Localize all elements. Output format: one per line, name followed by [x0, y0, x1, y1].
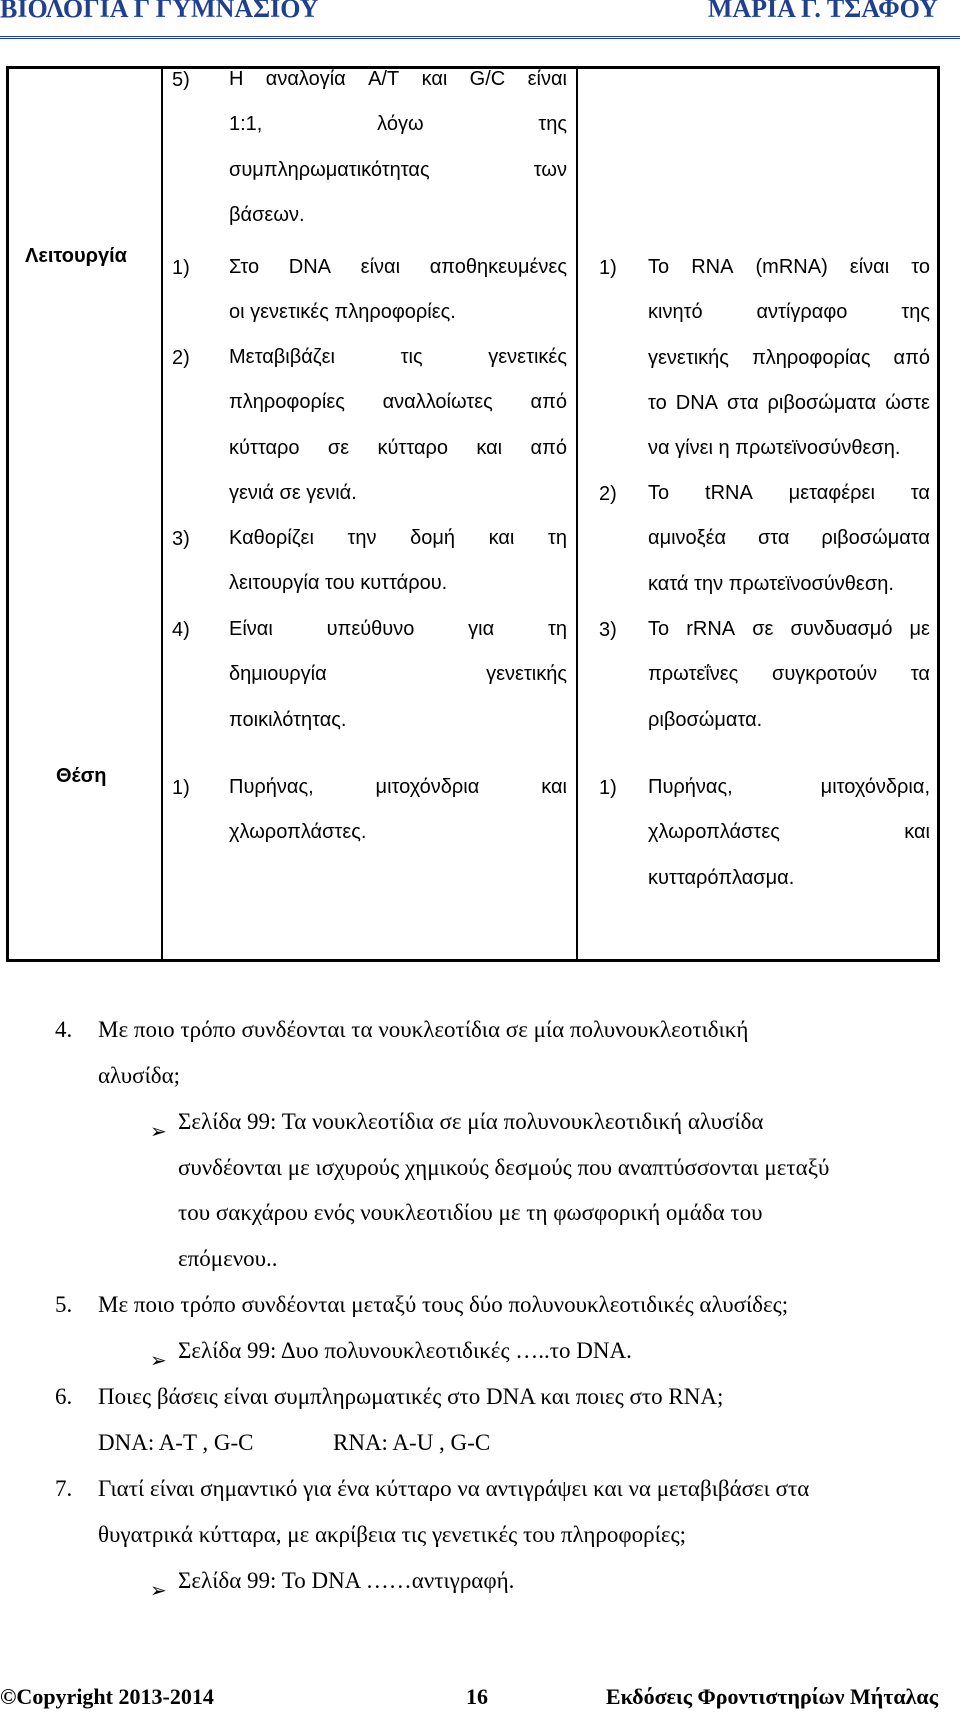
page-number: 16 [466, 1684, 488, 1709]
item-line: Στο DNA είναι αποθηκευμένες [229, 256, 567, 278]
item-line: Το rRNA σε συνδυασμό με [648, 618, 930, 640]
answer-dna: DNA: A-T , G-C [98, 1430, 254, 1455]
item-number: 1) [172, 777, 190, 799]
row-label-function: Λειτουργία [25, 245, 127, 267]
item-line: χλωροπλάστες. [229, 821, 367, 844]
item-number: 1) [172, 257, 190, 279]
question-number: 5. [55, 1292, 73, 1317]
question-text: Με ποιο τρόπο συνδέονται τα νουκλεοτίδια σε μία πολυνουκλεοτιδική [98, 1017, 749, 1042]
answer-text: επόμενου.. [178, 1246, 278, 1271]
answer-rna: RNA: A-U , G-C [333, 1430, 491, 1455]
item-number: 1) [599, 257, 617, 279]
item-line: Το tRNA μεταφέρει τα [648, 482, 930, 504]
arrow-bullet-icon: ➢ [150, 1350, 167, 1372]
item-line: γενιά σε γενιά. [229, 481, 357, 504]
answer-text: Σελίδα 99: Το DNA ……αντιγραφή. [178, 1568, 515, 1593]
item-number: 5) [172, 69, 190, 91]
item-line: δημιουργία γενετικής [229, 663, 567, 686]
item-line: κύτταρο σε κύτταρο και από [229, 436, 567, 459]
item-number: 2) [599, 483, 617, 505]
item-line: οι γενετικές πληροφορίες. [229, 301, 456, 324]
arrow-bullet-icon: ➢ [150, 1121, 167, 1143]
question-text: Γιατί είναι σημαντικό για ένα κύτταρο να αντιγράψει και να μεταβιβάσει στα [98, 1476, 810, 1501]
question-number: 6. [55, 1384, 73, 1409]
item-line: γενετικής πληροφορίας από [648, 346, 930, 369]
item-line: αμινοξέα στα ριβοσώματα [648, 527, 930, 550]
item-line: Πυρήνας, μιτοχόνδρια και [229, 776, 567, 798]
answer-text: συνδέονται με ισχυρούς χημικούς δεσμούς που αναπτύσσονται μεταξύ [178, 1155, 830, 1180]
item-line: Καθορίζει την δομή και τη [229, 527, 567, 549]
item-line: το DNA στα ριβοσώματα ώστε [648, 391, 930, 414]
question-number: 4. [55, 1017, 73, 1042]
item-number: 3) [172, 528, 190, 550]
item-line: Είναι υπεύθυνο για τη [229, 618, 567, 640]
item-line: 1:1, λόγω της [229, 113, 567, 136]
question-text: Με ποιο τρόπο συνδέονται μεταξύ τους δύο πολυνουκλεοτιδικές αλυσίδες; [98, 1292, 789, 1317]
item-line: κινητό αντίγραφο της [648, 301, 930, 324]
item-line: ριβοσώματα. [648, 708, 763, 731]
header-title: ΒΙΟΛΟΓΙΑ Γ ΓΥΜΝΑΣΙΟΥ [0, 0, 319, 23]
item-line: πληροφορίες αναλλοίωτες από [229, 391, 567, 414]
item-line: Το RNA (mRNA) είναι το [648, 256, 930, 278]
question-text: θυγατρικά κύτταρα, με ακρίβεια τις γενετικές του πληροφορίες; [98, 1522, 687, 1547]
item-number: 2) [172, 347, 190, 369]
answer-text: του σακχάρου ενός νουκλεοτιδίου με τη φωσφορική ομάδα του [178, 1200, 763, 1225]
question-number: 7. [55, 1476, 73, 1501]
header-author: ΜΑΡΙΑ Γ. ΤΣΑΦΟΥ [707, 0, 938, 23]
item-line: βάσεων. [229, 203, 305, 226]
item-number: 1) [599, 777, 617, 799]
item-line: Μεταβιβάζει τις γενετικές [229, 346, 567, 368]
answer-text: Σελίδα 99: Δυο πολυνουκλεοτιδικές …..το DNA. [178, 1338, 632, 1363]
item-line: χλωροπλάστες και [648, 821, 930, 844]
footer-copyright: ©Copyright 2013-2014 [0, 1684, 214, 1709]
item-line: να γίνει η πρωτεϊνοσύνθεση. [648, 437, 901, 460]
arrow-bullet-icon: ➢ [150, 1580, 167, 1602]
item-number: 3) [599, 619, 617, 641]
item-number: 4) [172, 619, 190, 641]
item-line: λειτουργία του κυττάρου. [229, 572, 448, 595]
item-line: κατά την πρωτεϊνοσύνθεση. [648, 572, 894, 595]
item-line: ποικιλότητας. [229, 708, 347, 731]
item-line: πρωτεΐνες συγκροτούν τα [648, 663, 930, 686]
row-label-location: Θέση [56, 765, 107, 787]
question-text: αλυσίδα; [98, 1063, 181, 1088]
page-footer [0, 1684, 960, 1714]
item-line: Η αναλογία Α/Τ και G/C είναι [229, 68, 567, 90]
item-line: Πυρήνας, μιτοχόνδρια, [648, 776, 930, 798]
answer-text: Σελίδα 99: Τα νουκλεοτίδια σε μία πολυνουκλεοτιδική αλυσίδα [178, 1109, 764, 1134]
question-text: Ποιες βάσεις είναι συμπληρωματικές στο DNA και ποιες στο RNA; [98, 1384, 724, 1409]
item-line: κυτταρόπλασμα. [648, 866, 795, 889]
footer-publisher: Εκδόσεις Φροντιστηρίων Μήταλας [605, 1684, 938, 1709]
item-line: συμπληρωματικότητας των [229, 158, 567, 181]
